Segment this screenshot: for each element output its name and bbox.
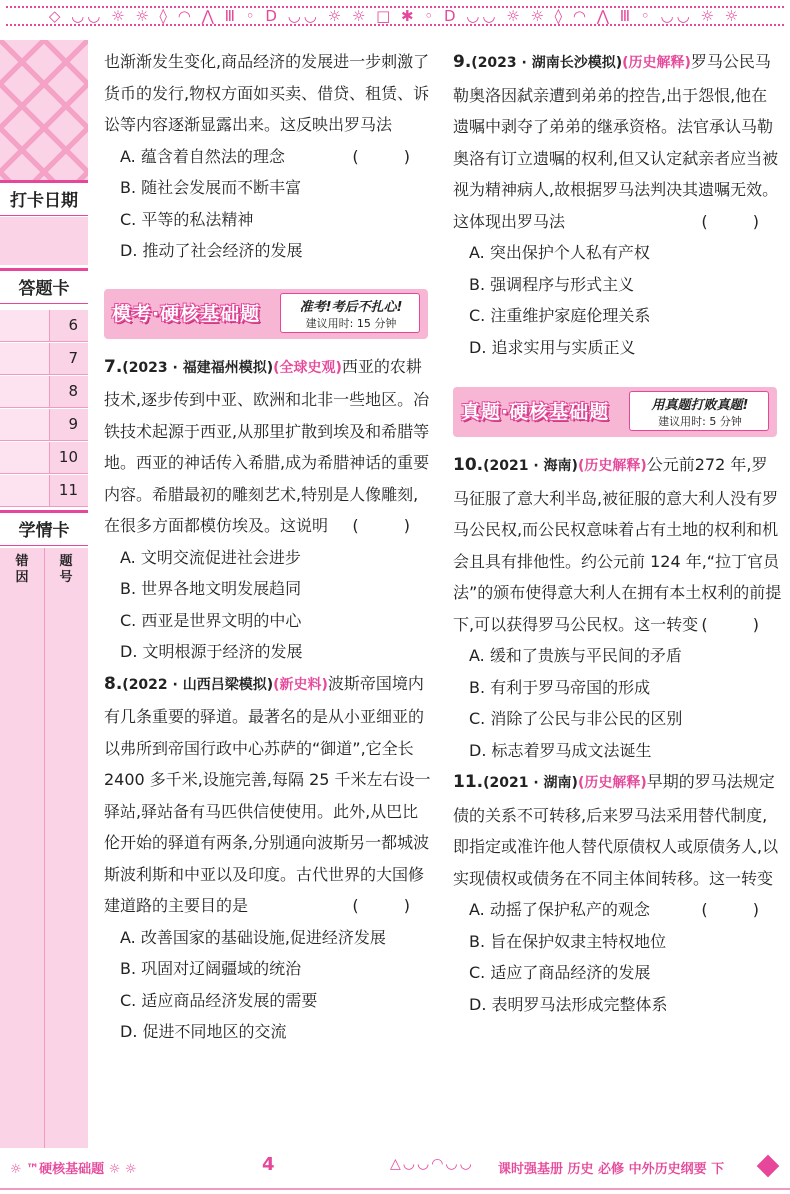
question-text: 公元前272 年,罗马征服了意大利半岛,被征服的意大利人没有罗马公民权,而公民权意味着占有土地的权利和机会且具有排他性。约公元前 124 年,“拉丁官员法”的颁布使得意大利人在拥有本土权利的前提下,可以获得罗马公民权。这一转变 (453, 455, 782, 634)
answer-row-number: 7 (68, 349, 78, 367)
checkin-title: 打卡日期 (0, 180, 88, 216)
question-text: 早期的罗马法规定债的关系不可转移,后来罗马法采用替代制度,即指定或准许他人替代原债权人或原债务人,以实现债权或债务在不同主体间转移。这一转变 (453, 772, 779, 888)
top-decoration: ◇ ◡◡ ☼ ☼ ◊ ◠ ⋀ Ⅲ ◦ Ⅾ ◡◡ ☼ ☼ □ ✱ ◦ Ⅾ ◡◡ ☼ ☼ ◊ ◠ ⋀ Ⅲ ◦ ◡◡ ☼ ☼ (6, 6, 784, 26)
question-text: 西亚的农耕技术,逐步传到中亚、欧洲和北非一些地区。冶铁技术起源于西亚,从那里扩散到埃及和希腊等地。西亚的神话传入希腊,成为希腊神话的重要内容。希腊最初的雕刻艺术,特别是人像雕刻,在很多方面都模仿埃及。这说明 (104, 356, 430, 535)
question-8 (104, 668, 434, 922)
checkin-date-field[interactable] (0, 217, 88, 265)
question-10 (453, 449, 783, 640)
answer-row[interactable] (0, 475, 88, 507)
question-number: 11. (453, 772, 484, 792)
banner-time: 建议用时: 5 分钟 (658, 415, 742, 428)
option: D. 追求实用与实质正义 (469, 337, 636, 357)
top-border (0, 0, 790, 40)
question-number: 8. (104, 673, 123, 694)
question-source: (2023 · 湖南长沙模拟) (471, 55, 623, 71)
option: A. 动摇了保护私产的观念 (469, 900, 650, 919)
question-number: 9. (453, 52, 472, 72)
answer-card-title: 答题卡 (0, 268, 88, 304)
option: C. 注重维护家庭伦理关系 (469, 306, 651, 325)
question-text: 波斯帝国境内有几条重要的驿道。最著名的是从小亚细亚的以弗所到帝国行政中心苏萨的“御道”,它全长 2400 多千米,设施完善,每隔 25 千米左右设一驿站,驿站备有马匹供信使使用。此外,从巴比伦开始的驿道有两条,分别通向波斯另一都城波斯波利斯和中亚以及印度。古代世界的大国修建道路的主要目的是 (104, 673, 431, 915)
question-7 (104, 351, 434, 542)
question-source: (2021 · 海南) (483, 458, 578, 474)
question-source: (2023 · 福建福州模拟) (122, 359, 274, 376)
question-number: 7. (104, 356, 123, 377)
footer-book-info: 课时强基册 历史 必修 中外历史纲要 下 (498, 1162, 725, 1177)
question-6-text: 也渐渐发生变化,商品经济的发展进一步刺激了货币的发行,物权方面如买卖、借贷、租赁、诉讼等内容逐渐显露出来。这反映出罗马法 (104, 52, 430, 134)
answer-row[interactable] (0, 409, 88, 441)
study-card-table[interactable] (0, 548, 88, 1148)
option: D. 文明根源于经济的发展 (120, 642, 303, 661)
banner-title: 真题·硬核基础题 (461, 401, 610, 423)
answer-row[interactable] (0, 343, 88, 375)
section-banner-real (453, 387, 783, 441)
footer-line (0, 1188, 790, 1190)
option: C. 适应了商品经济的发展 (469, 963, 651, 982)
option: D. 标志着罗马成文法诞生 (469, 740, 652, 760)
question-number-label: 题号 (59, 554, 73, 585)
option: B. 世界各地文明发展趋同 (120, 579, 302, 598)
answer-row-number: 6 (68, 316, 78, 334)
answer-row[interactable] (0, 442, 88, 474)
sidebar-diamond-pattern (0, 40, 88, 190)
question-source: (2022 · 山西吕梁模拟) (122, 676, 274, 693)
diamond-icon (757, 1155, 780, 1178)
answer-paren: ( ) (701, 900, 779, 919)
left-column (104, 46, 434, 1048)
right-column (453, 46, 783, 1020)
banner-title: 模考·硬核基础题 (112, 302, 261, 325)
option: A. 蕴含着自然法的理念 (120, 146, 285, 166)
study-card-title: 学情卡 (0, 510, 88, 546)
section-banner-mock (104, 289, 434, 343)
option: C. 西亚是世界文明的中心 (120, 610, 302, 630)
question-tag: (历史解释) (577, 458, 647, 474)
option: A. 突出保护个人私有产权 (469, 243, 650, 262)
answer-row-number: 8 (68, 382, 78, 400)
question-tag: (新史料) (273, 676, 328, 693)
footer-decoration: △◡◡◠◡◡ (390, 1156, 474, 1172)
answer-paren: ( ) (352, 146, 430, 166)
question-number: 10. (453, 455, 484, 475)
answer-paren: ( ) (701, 614, 779, 634)
option: A. 缓和了贵族与平民间的矛盾 (469, 646, 682, 665)
question-tag: (历史解释) (622, 55, 691, 71)
option: C. 平等的私法精神 (120, 209, 254, 229)
option: A. 文明交流促进社会进步 (120, 547, 301, 567)
error-cause-label: 错因 (15, 554, 29, 585)
option: A. 改善国家的基础设施,促进经济发展 (120, 927, 386, 947)
question-text: 罗马公民马勒奥洛因弑亲遭到弟弟的控告,出于怨恨,他在遗嘱中剥夺了弟弟的继承资格。法官承认马勒奥洛有订立遗嘱的权利,但又认定弑亲者应当被视为精神病人,故根据罗马法判决其遗嘱无效。这体现出罗马法 (453, 52, 779, 231)
option: C. 适应商品经济发展的需要 (120, 990, 318, 1010)
banner-slogan: 准考!考后不扎心! (299, 299, 403, 315)
option: B. 巩固对辽阔疆域的统治 (120, 959, 302, 978)
option: B. 随社会发展而不断丰富 (120, 178, 302, 197)
answer-row-number: 9 (68, 415, 78, 433)
answer-row[interactable] (0, 376, 88, 408)
question-9 (453, 46, 783, 237)
sidebar (0, 30, 90, 1150)
option: B. 有利于罗马帝国的形成 (469, 677, 651, 697)
option: D. 推动了社会经济的发展 (120, 241, 303, 260)
answer-paren: ( ) (352, 896, 430, 915)
page-footer (0, 1148, 790, 1194)
option: D. 表明罗马法形成完整体系 (469, 994, 668, 1014)
question-tag: (全球史观) (273, 359, 342, 376)
answer-paren: ( ) (701, 211, 779, 231)
option: B. 强调程序与形式主义 (469, 274, 635, 294)
question-source: (2021 · 湖南) (483, 775, 578, 791)
banner-time: 建议用时: 15 分钟 (305, 316, 397, 330)
answer-row-number: 10 (58, 448, 78, 466)
footer-brand: ☼ ™硬核基础题 ☼ ☼ (10, 1162, 137, 1177)
banner-slogan: 用真题打败真题! (651, 398, 749, 413)
question-tag: (历史解释) (577, 775, 647, 791)
answer-paren: ( ) (352, 516, 430, 535)
page-number: 4 (262, 1154, 275, 1175)
answer-row-number: 11 (58, 481, 78, 499)
option: D. 促进不同地区的交流 (120, 1022, 287, 1041)
answer-row[interactable] (0, 310, 88, 342)
option: C. 消除了公民与非公民的区别 (469, 709, 683, 728)
option: B. 旨在保护奴隶主特权地位 (469, 931, 667, 951)
